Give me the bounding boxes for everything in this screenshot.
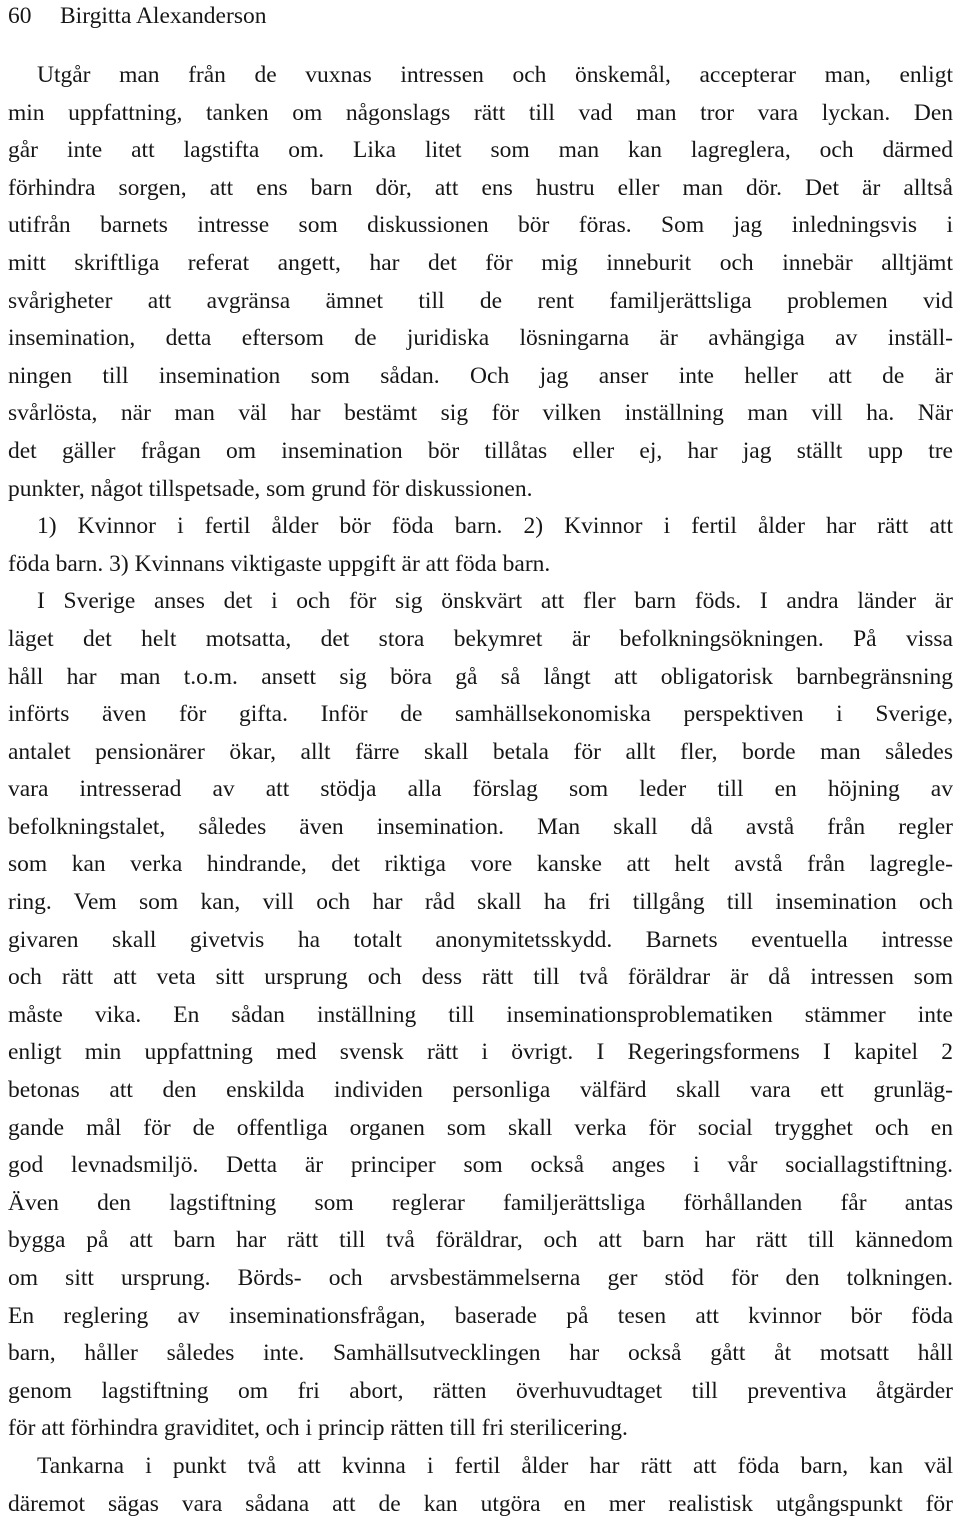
text-line: vara intresserad av att stödja alla förslag som leder till en höjning av — [8, 776, 953, 803]
body-text — [8, 57, 953, 1523]
page-number: 60 — [8, 3, 32, 29]
text-line: bygga på att barn har rätt till två föräldrar, och att barn har rätt till kännedom — [8, 1227, 953, 1254]
text-line: för att förhindra graviditet, och i princip rätten till fri sterilicering. — [8, 1415, 628, 1442]
text-line: ring. Vem som kan, vill och har råd skall ha fri tillgång till insemination och — [8, 889, 953, 916]
text-line: givaren skall givetvis ha totalt anonymitetsskydd. Barnets eventuella intresse — [8, 926, 953, 953]
text-line: En reglering av inseminationsfrågan, baserade på tesen att kvinnor bör föda — [8, 1302, 953, 1329]
text-line: däremot sägas vara sådana att de kan utgöra en mer realistisk utgångspunkt för — [8, 1490, 953, 1517]
text-line: går inte att lagstifta om. Lika litet som man kan lagreglera, och därmed — [8, 137, 953, 164]
text-line: enligt min uppfattning med svensk rätt i övrigt. I Regeringsformens I kapitel 2 — [8, 1039, 953, 1066]
text-line: genom lagstiftning om fri abort, rätten överhuvudtaget till preventiva åtgärder — [8, 1377, 953, 1404]
text-line: antalet pensionärer ökar, allt färre skall betala för allt fler, borde man således — [8, 738, 953, 765]
text-line: mitt skriftliga referat angett, har det för mig inneburit och innebär alltjämt — [8, 249, 953, 276]
text-line: I Sverige anses det i och för sig önskvärt att fler barn föds. I andra länder är — [37, 588, 953, 615]
text-line: befolkningstalet, således även insemination. Man skall då avstå från regler — [8, 813, 953, 840]
text-line: Utgår man från de vuxnas intressen och önskemål, accepterar man, enligt — [37, 62, 953, 88]
text-line: och rätt att veta sitt ursprung och dess rätt till två föräldrar är då intressen som — [8, 964, 953, 991]
text-line: svårlösta, när man väl har bestämt sig för vilken inställning man vill ha. När — [8, 400, 953, 427]
text-line: håll har man t.o.m. ansett sig böra gå så långt att obligatorisk barnbegränsning — [8, 663, 953, 690]
author-name: Birgitta Alexanderson — [60, 3, 267, 29]
text-line: betonas att den enskilda individen personliga välfärd skall vara ett grunläg- — [8, 1077, 953, 1104]
text-line: Även den lagstiftning som reglerar familjerättsliga förhållanden får antas — [8, 1189, 953, 1216]
text-line: föda barn. 3) Kvinnans viktigaste uppgift är att föda barn. — [8, 550, 551, 577]
text-line: svårigheter att avgränsa ämnet till de rent familjerättsliga problemen vid — [8, 287, 953, 314]
running-header — [8, 1, 266, 31]
text-line: min uppfattning, tanken om någonslags rätt till vad man tror vara lyckan. Den — [8, 99, 953, 126]
text-line: insemination, detta eftersom de juridiska lösningarna är avhängiga av inställ- — [8, 325, 953, 352]
text-line: 1) Kvinnor i fertil ålder bör föda barn. 2) Kvinnor i fertil ålder har rätt att — [37, 513, 953, 540]
text-line: ningen till insemination som sådan. Och jag anser inte heller att de är — [8, 362, 953, 389]
text-line: barn, håller således inte. Samhällsutvecklingen har också gått åt motsatt håll — [8, 1340, 953, 1367]
text-line: det gäller frågan om insemination bör tillåtas eller ej, har jag ställt upp tre — [8, 437, 953, 464]
text-line: utifrån barnets intresse som diskussionen bör föras. Som jag inledningsvis i — [8, 212, 953, 239]
text-line: läget det helt motsatta, det stora bekymret är befolkningsökningen. På vissa — [8, 625, 953, 652]
text-line: gande mål för de offentliga organen som skall verka för social trygghet och en — [8, 1114, 953, 1141]
text-line: god levnadsmiljö. Detta är principer som också anges i vår sociallagstiftning. — [8, 1152, 953, 1179]
text-line: punkter, något tillspetsade, som grund för diskussionen. — [8, 475, 533, 502]
text-line: om sitt ursprung. Börds- och arvsbestämmelserna ger stöd för den tolkningen. — [8, 1265, 953, 1291]
text-line: förhindra sorgen, att ens barn dör, att ens hustru eller man dör. Det är alltså — [8, 174, 953, 201]
text-line: Tankarna i punkt två att kvinna i fertil ålder har rätt att föda barn, kan väl — [37, 1452, 953, 1479]
text-line: införts även för gifta. Inför de samhällsekonomiska perspektiven i Sverige, — [8, 701, 953, 728]
text-line: som kan verka hindrande, det riktiga vore kanske att helt avstå från lagregle- — [8, 851, 953, 878]
text-line: måste vika. En sådan inställning till inseminationsproblematiken stämmer inte — [8, 1001, 953, 1028]
